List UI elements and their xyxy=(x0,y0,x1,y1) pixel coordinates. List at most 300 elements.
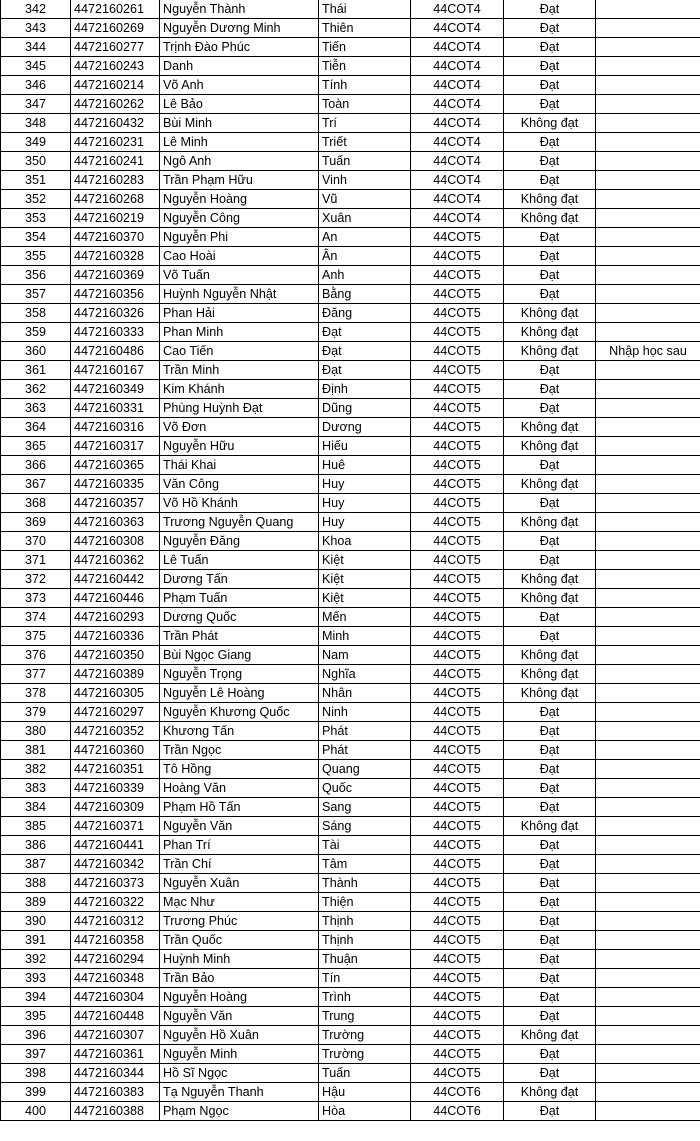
table-row xyxy=(1,969,700,988)
row-number-cell: 379 xyxy=(1,703,71,722)
row-number-cell: 375 xyxy=(1,627,71,646)
row-number-cell: 383 xyxy=(1,779,71,798)
first-name-cell: Vinh xyxy=(319,171,411,190)
student-id-cell: 4472160322 xyxy=(71,893,160,912)
last-middle-name-cell: Nguyễn Công xyxy=(160,209,319,228)
note-cell xyxy=(596,19,700,38)
first-name-cell: Tâm xyxy=(319,855,411,874)
note-cell xyxy=(596,456,700,475)
row-number-cell: 368 xyxy=(1,494,71,513)
note-cell xyxy=(596,969,700,988)
student-id-cell: 4472160356 xyxy=(71,285,160,304)
last-middle-name-cell: Nguyễn Trọng xyxy=(160,665,319,684)
row-number-cell: 377 xyxy=(1,665,71,684)
row-number-cell: 359 xyxy=(1,323,71,342)
table-row xyxy=(1,665,700,684)
first-name-cell: Tuấn xyxy=(319,152,411,171)
note-cell xyxy=(596,665,700,684)
class-code-cell: 44COT5 xyxy=(411,817,504,836)
last-middle-name-cell: Phạm Tuấn xyxy=(160,589,319,608)
first-name-cell: Định xyxy=(319,380,411,399)
last-middle-name-cell: Dương Quốc xyxy=(160,608,319,627)
note-cell xyxy=(596,931,700,950)
class-code-cell: 44COT5 xyxy=(411,266,504,285)
row-number-cell: 353 xyxy=(1,209,71,228)
note-cell xyxy=(596,627,700,646)
row-number-cell: 394 xyxy=(1,988,71,1007)
class-code-cell: 44COT5 xyxy=(411,456,504,475)
table-row xyxy=(1,551,700,570)
class-code-cell: 44COT5 xyxy=(411,494,504,513)
student-id-cell: 4472160167 xyxy=(71,361,160,380)
last-middle-name-cell: Ngô Anh xyxy=(160,152,319,171)
student-id-cell: 4472160432 xyxy=(71,114,160,133)
first-name-cell: Dương xyxy=(319,418,411,437)
first-name-cell: Ninh xyxy=(319,703,411,722)
student-id-cell: 4472160214 xyxy=(71,76,160,95)
last-middle-name-cell: Trần Quốc xyxy=(160,931,319,950)
note-cell xyxy=(596,399,700,418)
result-cell: Không đạt xyxy=(504,817,596,836)
class-code-cell: 44COT5 xyxy=(411,589,504,608)
row-number-cell: 372 xyxy=(1,570,71,589)
result-cell: Không đạt xyxy=(504,190,596,209)
student-id-cell: 4472160304 xyxy=(71,988,160,1007)
last-middle-name-cell: Nguyễn Thành xyxy=(160,0,319,19)
row-number-cell: 398 xyxy=(1,1064,71,1083)
first-name-cell: Đăng xyxy=(319,304,411,323)
row-number-cell: 344 xyxy=(1,38,71,57)
note-cell xyxy=(596,1064,700,1083)
table-row xyxy=(1,1007,700,1026)
student-id-cell: 4472160326 xyxy=(71,304,160,323)
first-name-cell: Trình xyxy=(319,988,411,1007)
last-middle-name-cell: Trịnh Đào Phúc xyxy=(160,38,319,57)
result-cell: Đạt xyxy=(504,399,596,418)
class-code-cell: 44COT5 xyxy=(411,760,504,779)
first-name-cell: Trường xyxy=(319,1026,411,1045)
note-cell xyxy=(596,38,700,57)
result-cell: Đạt xyxy=(504,893,596,912)
class-code-cell: 44COT5 xyxy=(411,855,504,874)
row-number-cell: 380 xyxy=(1,722,71,741)
class-code-cell: 44COT4 xyxy=(411,114,504,133)
row-number-cell: 354 xyxy=(1,228,71,247)
class-code-cell: 44COT4 xyxy=(411,95,504,114)
first-name-cell: Thịnh xyxy=(319,931,411,950)
note-cell xyxy=(596,190,700,209)
result-cell: Không đạt xyxy=(504,209,596,228)
student-id-cell: 4472160360 xyxy=(71,741,160,760)
first-name-cell: Thành xyxy=(319,874,411,893)
table-row xyxy=(1,893,700,912)
class-code-cell: 44COT5 xyxy=(411,1026,504,1045)
first-name-cell: Toàn xyxy=(319,95,411,114)
note-cell xyxy=(596,57,700,76)
note-cell xyxy=(596,1045,700,1064)
row-number-cell: 349 xyxy=(1,133,71,152)
note-cell xyxy=(596,494,700,513)
note-cell xyxy=(596,722,700,741)
note-cell xyxy=(596,247,700,266)
note-cell xyxy=(596,323,700,342)
last-middle-name-cell: Trần Phát xyxy=(160,627,319,646)
row-number-cell: 374 xyxy=(1,608,71,627)
result-cell: Đạt xyxy=(504,266,596,285)
last-middle-name-cell: Trần Minh xyxy=(160,361,319,380)
result-cell: Đạt xyxy=(504,532,596,551)
row-number-cell: 395 xyxy=(1,1007,71,1026)
student-id-cell: 4472160309 xyxy=(71,798,160,817)
class-code-cell: 44COT5 xyxy=(411,228,504,247)
student-id-cell: 4472160277 xyxy=(71,38,160,57)
class-code-cell: 44COT5 xyxy=(411,513,504,532)
table-row xyxy=(1,76,700,95)
first-name-cell: Ân xyxy=(319,247,411,266)
student-id-cell: 4472160262 xyxy=(71,95,160,114)
class-code-cell: 44COT5 xyxy=(411,1045,504,1064)
class-code-cell: 44COT5 xyxy=(411,285,504,304)
result-cell: Đạt xyxy=(504,874,596,893)
class-code-cell: 44COT5 xyxy=(411,608,504,627)
student-id-cell: 4472160333 xyxy=(71,323,160,342)
first-name-cell: Triết xyxy=(319,133,411,152)
row-number-cell: 382 xyxy=(1,760,71,779)
result-cell: Không đạt xyxy=(504,589,596,608)
table-row xyxy=(1,190,700,209)
student-id-cell: 4472160344 xyxy=(71,1064,160,1083)
student-id-cell: 4472160335 xyxy=(71,475,160,494)
note-cell xyxy=(596,703,700,722)
first-name-cell: Hòa xyxy=(319,1102,411,1121)
note-cell xyxy=(596,589,700,608)
table-row xyxy=(1,1026,700,1045)
table-row xyxy=(1,0,700,19)
class-code-cell: 44COT5 xyxy=(411,304,504,323)
student-id-cell: 4472160293 xyxy=(71,608,160,627)
result-cell: Đạt xyxy=(504,380,596,399)
table-row xyxy=(1,684,700,703)
result-cell: Không đạt xyxy=(504,570,596,589)
row-number-cell: 370 xyxy=(1,532,71,551)
note-cell xyxy=(596,228,700,247)
class-code-cell: 44COT5 xyxy=(411,950,504,969)
last-middle-name-cell: Nguyễn Văn xyxy=(160,1007,319,1026)
table-row xyxy=(1,817,700,836)
table-row xyxy=(1,494,700,513)
student-id-cell: 4472160348 xyxy=(71,969,160,988)
table-row xyxy=(1,437,700,456)
student-id-cell: 4472160312 xyxy=(71,912,160,931)
class-code-cell: 44COT5 xyxy=(411,380,504,399)
student-id-cell: 4472160219 xyxy=(71,209,160,228)
student-id-cell: 4472160331 xyxy=(71,399,160,418)
result-cell: Đạt xyxy=(504,950,596,969)
first-name-cell: Huy xyxy=(319,475,411,494)
result-cell: Đạt xyxy=(504,798,596,817)
table-row xyxy=(1,1064,700,1083)
student-id-cell: 4472160441 xyxy=(71,836,160,855)
result-cell: Đạt xyxy=(504,133,596,152)
note-cell xyxy=(596,608,700,627)
result-cell: Đạt xyxy=(504,171,596,190)
table-row xyxy=(1,988,700,1007)
result-cell: Đạt xyxy=(504,627,596,646)
row-number-cell: 355 xyxy=(1,247,71,266)
note-cell xyxy=(596,1007,700,1026)
result-cell: Đạt xyxy=(504,1007,596,1026)
result-cell: Đạt xyxy=(504,38,596,57)
table-row xyxy=(1,266,700,285)
note-cell xyxy=(596,361,700,380)
student-id-cell: 4472160389 xyxy=(71,665,160,684)
student-id-cell: 4472160383 xyxy=(71,1083,160,1102)
table-row xyxy=(1,114,700,133)
student-id-cell: 4472160352 xyxy=(71,722,160,741)
note-cell xyxy=(596,0,700,19)
row-number-cell: 356 xyxy=(1,266,71,285)
table-row xyxy=(1,19,700,38)
row-number-cell: 352 xyxy=(1,190,71,209)
table-row xyxy=(1,380,700,399)
class-code-cell: 44COT4 xyxy=(411,76,504,95)
first-name-cell: Minh xyxy=(319,627,411,646)
table-row xyxy=(1,304,700,323)
note-cell xyxy=(596,912,700,931)
note-cell xyxy=(596,1083,700,1102)
last-middle-name-cell: Phan Minh xyxy=(160,323,319,342)
table-row xyxy=(1,646,700,665)
result-cell: Không đạt xyxy=(504,323,596,342)
table-row xyxy=(1,513,700,532)
table-row xyxy=(1,931,700,950)
first-name-cell: Thiên xyxy=(319,19,411,38)
last-middle-name-cell: Nguyễn Văn xyxy=(160,817,319,836)
class-code-cell: 44COT6 xyxy=(411,1083,504,1102)
last-middle-name-cell: Phạm Hồ Tấn xyxy=(160,798,319,817)
table-row xyxy=(1,589,700,608)
note-cell xyxy=(596,285,700,304)
first-name-cell: Quốc xyxy=(319,779,411,798)
result-cell: Không đạt xyxy=(504,437,596,456)
first-name-cell: Quang xyxy=(319,760,411,779)
class-code-cell: 44COT5 xyxy=(411,418,504,437)
result-cell: Đạt xyxy=(504,456,596,475)
row-number-cell: 391 xyxy=(1,931,71,950)
class-code-cell: 44COT5 xyxy=(411,969,504,988)
note-cell xyxy=(596,513,700,532)
row-number-cell: 365 xyxy=(1,437,71,456)
note-cell xyxy=(596,133,700,152)
result-cell: Đạt xyxy=(504,703,596,722)
result-cell: Đạt xyxy=(504,931,596,950)
class-code-cell: 44COT5 xyxy=(411,798,504,817)
table-row xyxy=(1,950,700,969)
class-code-cell: 44COT5 xyxy=(411,361,504,380)
class-code-cell: 44COT5 xyxy=(411,570,504,589)
table-row xyxy=(1,779,700,798)
first-name-cell: Trung xyxy=(319,1007,411,1026)
class-code-cell: 44COT6 xyxy=(411,1102,504,1121)
class-code-cell: 44COT5 xyxy=(411,665,504,684)
first-name-cell: Sáng xyxy=(319,817,411,836)
row-number-cell: 351 xyxy=(1,171,71,190)
class-code-cell: 44COT5 xyxy=(411,684,504,703)
student-id-cell: 4472160357 xyxy=(71,494,160,513)
last-middle-name-cell: Võ Hồ Khánh xyxy=(160,494,319,513)
note-cell: Nhập học sau xyxy=(596,342,700,361)
note-cell xyxy=(596,1026,700,1045)
note-cell xyxy=(596,418,700,437)
row-number-cell: 348 xyxy=(1,114,71,133)
class-code-cell: 44COT5 xyxy=(411,646,504,665)
student-id-cell: 4472160328 xyxy=(71,247,160,266)
note-cell xyxy=(596,304,700,323)
student-id-cell: 4472160316 xyxy=(71,418,160,437)
result-cell: Không đạt xyxy=(504,342,596,361)
result-cell: Đạt xyxy=(504,95,596,114)
student-id-cell: 4472160317 xyxy=(71,437,160,456)
table-row xyxy=(1,627,700,646)
first-name-cell: An xyxy=(319,228,411,247)
student-id-cell: 4472160362 xyxy=(71,551,160,570)
class-code-cell: 44COT4 xyxy=(411,0,504,19)
result-cell: Không đạt xyxy=(504,684,596,703)
row-number-cell: 350 xyxy=(1,152,71,171)
last-middle-name-cell: Kim Khánh xyxy=(160,380,319,399)
row-number-cell: 385 xyxy=(1,817,71,836)
first-name-cell: Sang xyxy=(319,798,411,817)
result-cell: Không đạt xyxy=(504,418,596,437)
note-cell xyxy=(596,988,700,1007)
last-middle-name-cell: Huỳnh Nguyễn Nhật xyxy=(160,285,319,304)
row-number-cell: 378 xyxy=(1,684,71,703)
first-name-cell: Dũng xyxy=(319,399,411,418)
note-cell xyxy=(596,95,700,114)
student-id-cell: 4472160350 xyxy=(71,646,160,665)
table-row xyxy=(1,38,700,57)
first-name-cell: Phát xyxy=(319,741,411,760)
last-middle-name-cell: Võ Tuấn xyxy=(160,266,319,285)
last-middle-name-cell: Nguyễn Minh xyxy=(160,1045,319,1064)
note-cell xyxy=(596,684,700,703)
first-name-cell: Hậu xyxy=(319,1083,411,1102)
last-middle-name-cell: Võ Anh xyxy=(160,76,319,95)
note-cell xyxy=(596,798,700,817)
note-cell xyxy=(596,874,700,893)
class-code-cell: 44COT5 xyxy=(411,437,504,456)
first-name-cell: Kiệt xyxy=(319,570,411,589)
first-name-cell: Nghĩa xyxy=(319,665,411,684)
first-name-cell: Xuân xyxy=(319,209,411,228)
last-middle-name-cell: Văn Công xyxy=(160,475,319,494)
last-middle-name-cell: Trần Phạm Hữu xyxy=(160,171,319,190)
class-code-cell: 44COT5 xyxy=(411,342,504,361)
result-cell: Đạt xyxy=(504,855,596,874)
student-id-cell: 4472160308 xyxy=(71,532,160,551)
student-id-cell: 4472160294 xyxy=(71,950,160,969)
class-code-cell: 44COT5 xyxy=(411,1064,504,1083)
row-number-cell: 388 xyxy=(1,874,71,893)
last-middle-name-cell: Nguyễn Dương Minh xyxy=(160,19,319,38)
last-middle-name-cell: Nguyễn Xuân xyxy=(160,874,319,893)
class-code-cell: 44COT5 xyxy=(411,931,504,950)
first-name-cell: Tính xyxy=(319,76,411,95)
row-number-cell: 390 xyxy=(1,912,71,931)
table-row xyxy=(1,133,700,152)
result-cell: Đạt xyxy=(504,19,596,38)
table-row xyxy=(1,418,700,437)
note-cell xyxy=(596,817,700,836)
row-number-cell: 367 xyxy=(1,475,71,494)
student-id-cell: 4472160369 xyxy=(71,266,160,285)
first-name-cell: Anh xyxy=(319,266,411,285)
class-code-cell: 44COT4 xyxy=(411,133,504,152)
table-row xyxy=(1,361,700,380)
table-row xyxy=(1,1083,700,1102)
student-id-cell: 4472160486 xyxy=(71,342,160,361)
student-id-cell: 4472160305 xyxy=(71,684,160,703)
table-row xyxy=(1,798,700,817)
class-code-cell: 44COT5 xyxy=(411,475,504,494)
first-name-cell: Tuấn xyxy=(319,1064,411,1083)
class-code-cell: 44COT5 xyxy=(411,893,504,912)
row-number-cell: 387 xyxy=(1,855,71,874)
row-number-cell: 343 xyxy=(1,19,71,38)
note-cell xyxy=(596,152,700,171)
table-row xyxy=(1,171,700,190)
row-number-cell: 346 xyxy=(1,76,71,95)
result-cell: Đạt xyxy=(504,76,596,95)
last-middle-name-cell: Huỳnh Minh xyxy=(160,950,319,969)
student-id-cell: 4472160358 xyxy=(71,931,160,950)
note-cell xyxy=(596,266,700,285)
last-middle-name-cell: Tạ Nguyễn Thanh xyxy=(160,1083,319,1102)
last-middle-name-cell: Trần Chí xyxy=(160,855,319,874)
last-middle-name-cell: Trương Nguyễn Quang xyxy=(160,513,319,532)
first-name-cell: Mến xyxy=(319,608,411,627)
row-number-cell: 397 xyxy=(1,1045,71,1064)
class-code-cell: 44COT5 xyxy=(411,874,504,893)
table-row xyxy=(1,855,700,874)
result-cell: Không đạt xyxy=(504,475,596,494)
result-cell: Đạt xyxy=(504,228,596,247)
table-row xyxy=(1,209,700,228)
row-number-cell: 347 xyxy=(1,95,71,114)
last-middle-name-cell: Nguyễn Lê Hoàng xyxy=(160,684,319,703)
table-row xyxy=(1,285,700,304)
row-number-cell: 369 xyxy=(1,513,71,532)
table-row xyxy=(1,475,700,494)
first-name-cell: Tiễn xyxy=(319,57,411,76)
first-name-cell: Trường xyxy=(319,1045,411,1064)
table-row xyxy=(1,703,700,722)
row-number-cell: 342 xyxy=(1,0,71,19)
row-number-cell: 396 xyxy=(1,1026,71,1045)
last-middle-name-cell: Trần Ngọc xyxy=(160,741,319,760)
note-cell xyxy=(596,437,700,456)
row-number-cell: 363 xyxy=(1,399,71,418)
first-name-cell: Phát xyxy=(319,722,411,741)
result-cell: Đạt xyxy=(504,57,596,76)
student-id-cell: 4472160243 xyxy=(71,57,160,76)
note-cell xyxy=(596,760,700,779)
first-name-cell: Vũ xyxy=(319,190,411,209)
last-middle-name-cell: Nguyễn Hồ Xuân xyxy=(160,1026,319,1045)
row-number-cell: 381 xyxy=(1,741,71,760)
result-cell: Đạt xyxy=(504,988,596,1007)
last-middle-name-cell: Khương Tấn xyxy=(160,722,319,741)
